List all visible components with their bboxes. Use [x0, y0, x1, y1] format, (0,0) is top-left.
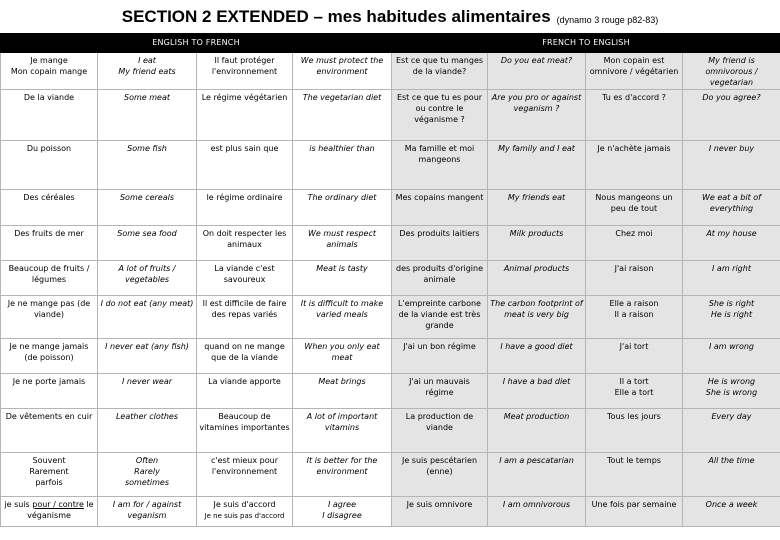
table-cell-col2: I do not eat (any meat) — [98, 295, 197, 338]
table-cell-col1: Du poisson — [1, 140, 98, 189]
table-cell-col4: We must respect animals — [293, 225, 392, 260]
table-cell-col7: Il a tort Elle a tort — [586, 373, 683, 408]
table-cell-col7: Une fois par semaine — [586, 496, 683, 526]
table-cell-col7: Je n'achète jamais — [586, 140, 683, 189]
table-cell-col8: Do you agree? — [683, 89, 780, 140]
table-cell-col3: Le régime végétarien — [197, 89, 293, 140]
table-row — [1, 260, 780, 295]
table-cell-col5: Mes copains mangent — [392, 189, 488, 225]
table-row — [1, 140, 780, 189]
table-cell-col8: He is wrong She is wrong — [683, 373, 780, 408]
table-row — [1, 452, 780, 496]
table-cell-col4: It is better for the environment — [293, 452, 392, 496]
table-cell-col5: L'empreinte carbone de la viande est très grande — [392, 295, 488, 338]
table-cell-col7: Elle a raison Il a raison — [586, 295, 683, 338]
table-cell-col7: Tout le temps — [586, 452, 683, 496]
table-cell-col1: Je mange Mon copain mange — [1, 53, 98, 90]
title-note: (dynamo 3 rouge p82-83) — [556, 14, 659, 25]
table-cell-col8: I never buy — [683, 140, 780, 189]
table-cell-col1: Je ne mange pas (de viande) — [1, 295, 98, 338]
table-cell-col4: The ordinary diet — [293, 189, 392, 225]
table-cell-col6: I have a good diet — [488, 338, 586, 373]
table-cell-col3: Il faut protéger l'environnement — [197, 53, 293, 90]
table-cell-col2: Some fish — [98, 140, 197, 189]
table-cell-col7: Tous les jours — [586, 408, 683, 452]
table-cell-col5: Des produits laitiers — [392, 225, 488, 260]
table-cell-col4: When you only eat meat — [293, 338, 392, 373]
table-cell-col3: c'est mieux pour l'environnement — [197, 452, 293, 496]
table-cell-col1: De vêtements en cuir — [1, 408, 98, 452]
table-cell-col7: Nous mangeons un peu de tout — [586, 189, 683, 225]
table-cell-col6: Milk products — [488, 225, 586, 260]
table-cell-col1: De la viande — [1, 89, 98, 140]
table-cell-col1: Des céréales — [1, 189, 98, 225]
table-cell-col1: Je ne porte jamais — [1, 373, 98, 408]
table-cell-col2: Leather clothes — [98, 408, 197, 452]
table-row — [1, 295, 780, 338]
table-cell-col3: Je suis d'accord Je ne suis pas d'accord — [197, 496, 293, 526]
table-row — [1, 496, 780, 526]
table-cell-col6: Are you pro or against veganism ? — [488, 89, 586, 140]
table-cell-col4: is healthier than — [293, 140, 392, 189]
table-cell-col6: My friends eat — [488, 189, 586, 225]
table-cell-col6: Animal products — [488, 260, 586, 295]
table-cell-col2: Some cereals — [98, 189, 197, 225]
table-cell-col5: Est ce que tu manges de la viande? — [392, 53, 488, 90]
table-cell-col4: Meat brings — [293, 373, 392, 408]
table-cell-col3: quand on ne mange que de la viande — [197, 338, 293, 373]
table-cell-col7: Mon copain est omnivore / végétarien — [586, 53, 683, 90]
table-cell-col6: My family and I eat — [488, 140, 586, 189]
table-cell-col4: The vegetarian diet — [293, 89, 392, 140]
table-cell-col2: Often Rarely sometimes — [98, 452, 197, 496]
table-cell-col8: All the time — [683, 452, 780, 496]
table-cell-col3: est plus sain que — [197, 140, 293, 189]
table-cell-col4: Meat is tasty — [293, 260, 392, 295]
table-cell-col7: Tu es d'accord ? — [586, 89, 683, 140]
table-cell-col6: I am omnivorous — [488, 496, 586, 526]
table-cell-col4: I agree I disagree — [293, 496, 392, 526]
table-cell-col8: I am wrong — [683, 338, 780, 373]
table-cell-col3: le régime ordinaire — [197, 189, 293, 225]
table-cell-col1: je suis pour / contre le véganisme — [1, 496, 98, 526]
table-row — [1, 373, 780, 408]
title-row — [0, 0, 780, 33]
table-cell-col1: Je ne mange jamais (de poisson) — [1, 338, 98, 373]
header-english-to-french: ENGLISH TO FRENCH — [1, 34, 392, 53]
table-cell-col5: J'ai un bon régime — [392, 338, 488, 373]
table-cell-col7: J'ai raison — [586, 260, 683, 295]
table-cell-col8: My friend is omnivorous / vegetarian — [683, 53, 780, 90]
table-cell-col6: I am a pescatarian — [488, 452, 586, 496]
header-row — [1, 34, 780, 53]
table-cell-col1: Des fruits de mer — [1, 225, 98, 260]
table-cell-col3: La viande apporte — [197, 373, 293, 408]
small-text: Je ne suis pas d'accord — [204, 511, 285, 520]
table-cell-col1: Beaucoup de fruits / légumes — [1, 260, 98, 295]
table-cell-col5: Je suis omnivore — [392, 496, 488, 526]
table-cell-col4: We must protect the environment — [293, 53, 392, 90]
table-cell-col5: J'ai un mauvais régime — [392, 373, 488, 408]
table-cell-col7: Chez moi — [586, 225, 683, 260]
table-row — [1, 225, 780, 260]
table-cell-col2: Some sea food — [98, 225, 197, 260]
vocab-table — [0, 33, 780, 527]
table-cell-col2: A lot of fruits / vegetables — [98, 260, 197, 295]
table-cell-col8: At my house — [683, 225, 780, 260]
table-cell-col2: I never wear — [98, 373, 197, 408]
table-cell-col2: Some meat — [98, 89, 197, 140]
table-cell-col4: A lot of important vitamins — [293, 408, 392, 452]
underlined-text: pour / contre — [32, 499, 84, 509]
table-cell-col5: La production de viande — [392, 408, 488, 452]
table-cell-col3: Il est difficile de faire des repas variés — [197, 295, 293, 338]
table-row — [1, 89, 780, 140]
table-cell-col8: I am right — [683, 260, 780, 295]
table-cell-col8: Every day — [683, 408, 780, 452]
table-row — [1, 338, 780, 373]
table-cell-col8: She is right He is right — [683, 295, 780, 338]
table-row — [1, 189, 780, 225]
table-cell-col6: The carbon footprint of meat is very big — [488, 295, 586, 338]
table-row — [1, 408, 780, 452]
table-cell-col5: Ma famille et moi mangeons — [392, 140, 488, 189]
table-cell-col8: We eat a bit of everything — [683, 189, 780, 225]
table-row — [1, 53, 780, 90]
table-cell-col2: I eat My friend eats — [98, 53, 197, 90]
page-title: SECTION 2 EXTENDED – mes habitudes alimentaires — [121, 6, 551, 26]
table-cell-col6: Do you eat meat? — [488, 53, 586, 90]
table-cell-col8: Once a week — [683, 496, 780, 526]
table-cell-col2: I never eat (any fish) — [98, 338, 197, 373]
table-cell-col5: Je suis pescétarien (enne) — [392, 452, 488, 496]
table-cell-col1: Souvent Rarement parfois — [1, 452, 98, 496]
table-cell-col4: It is difficult to make varied meals — [293, 295, 392, 338]
table-cell-col2: I am for / against veganism — [98, 496, 197, 526]
table-body — [1, 53, 780, 527]
header-french-to-english: FRENCH TO ENGLISH — [392, 34, 780, 53]
table-cell-col3: On doit respecter les animaux — [197, 225, 293, 260]
table-cell-col6: I have a bad diet — [488, 373, 586, 408]
table-cell-col3: La viande c'est savoureux — [197, 260, 293, 295]
table-cell-col6: Meat production — [488, 408, 586, 452]
table-cell-col5: des produits d'origine animale — [392, 260, 488, 295]
table-cell-col7: J'ai tort — [586, 338, 683, 373]
table-cell-col3: Beaucoup de vitamines importantes — [197, 408, 293, 452]
table-cell-col5: Est ce que tu es pour ou contre le véganisme ? — [392, 89, 488, 140]
